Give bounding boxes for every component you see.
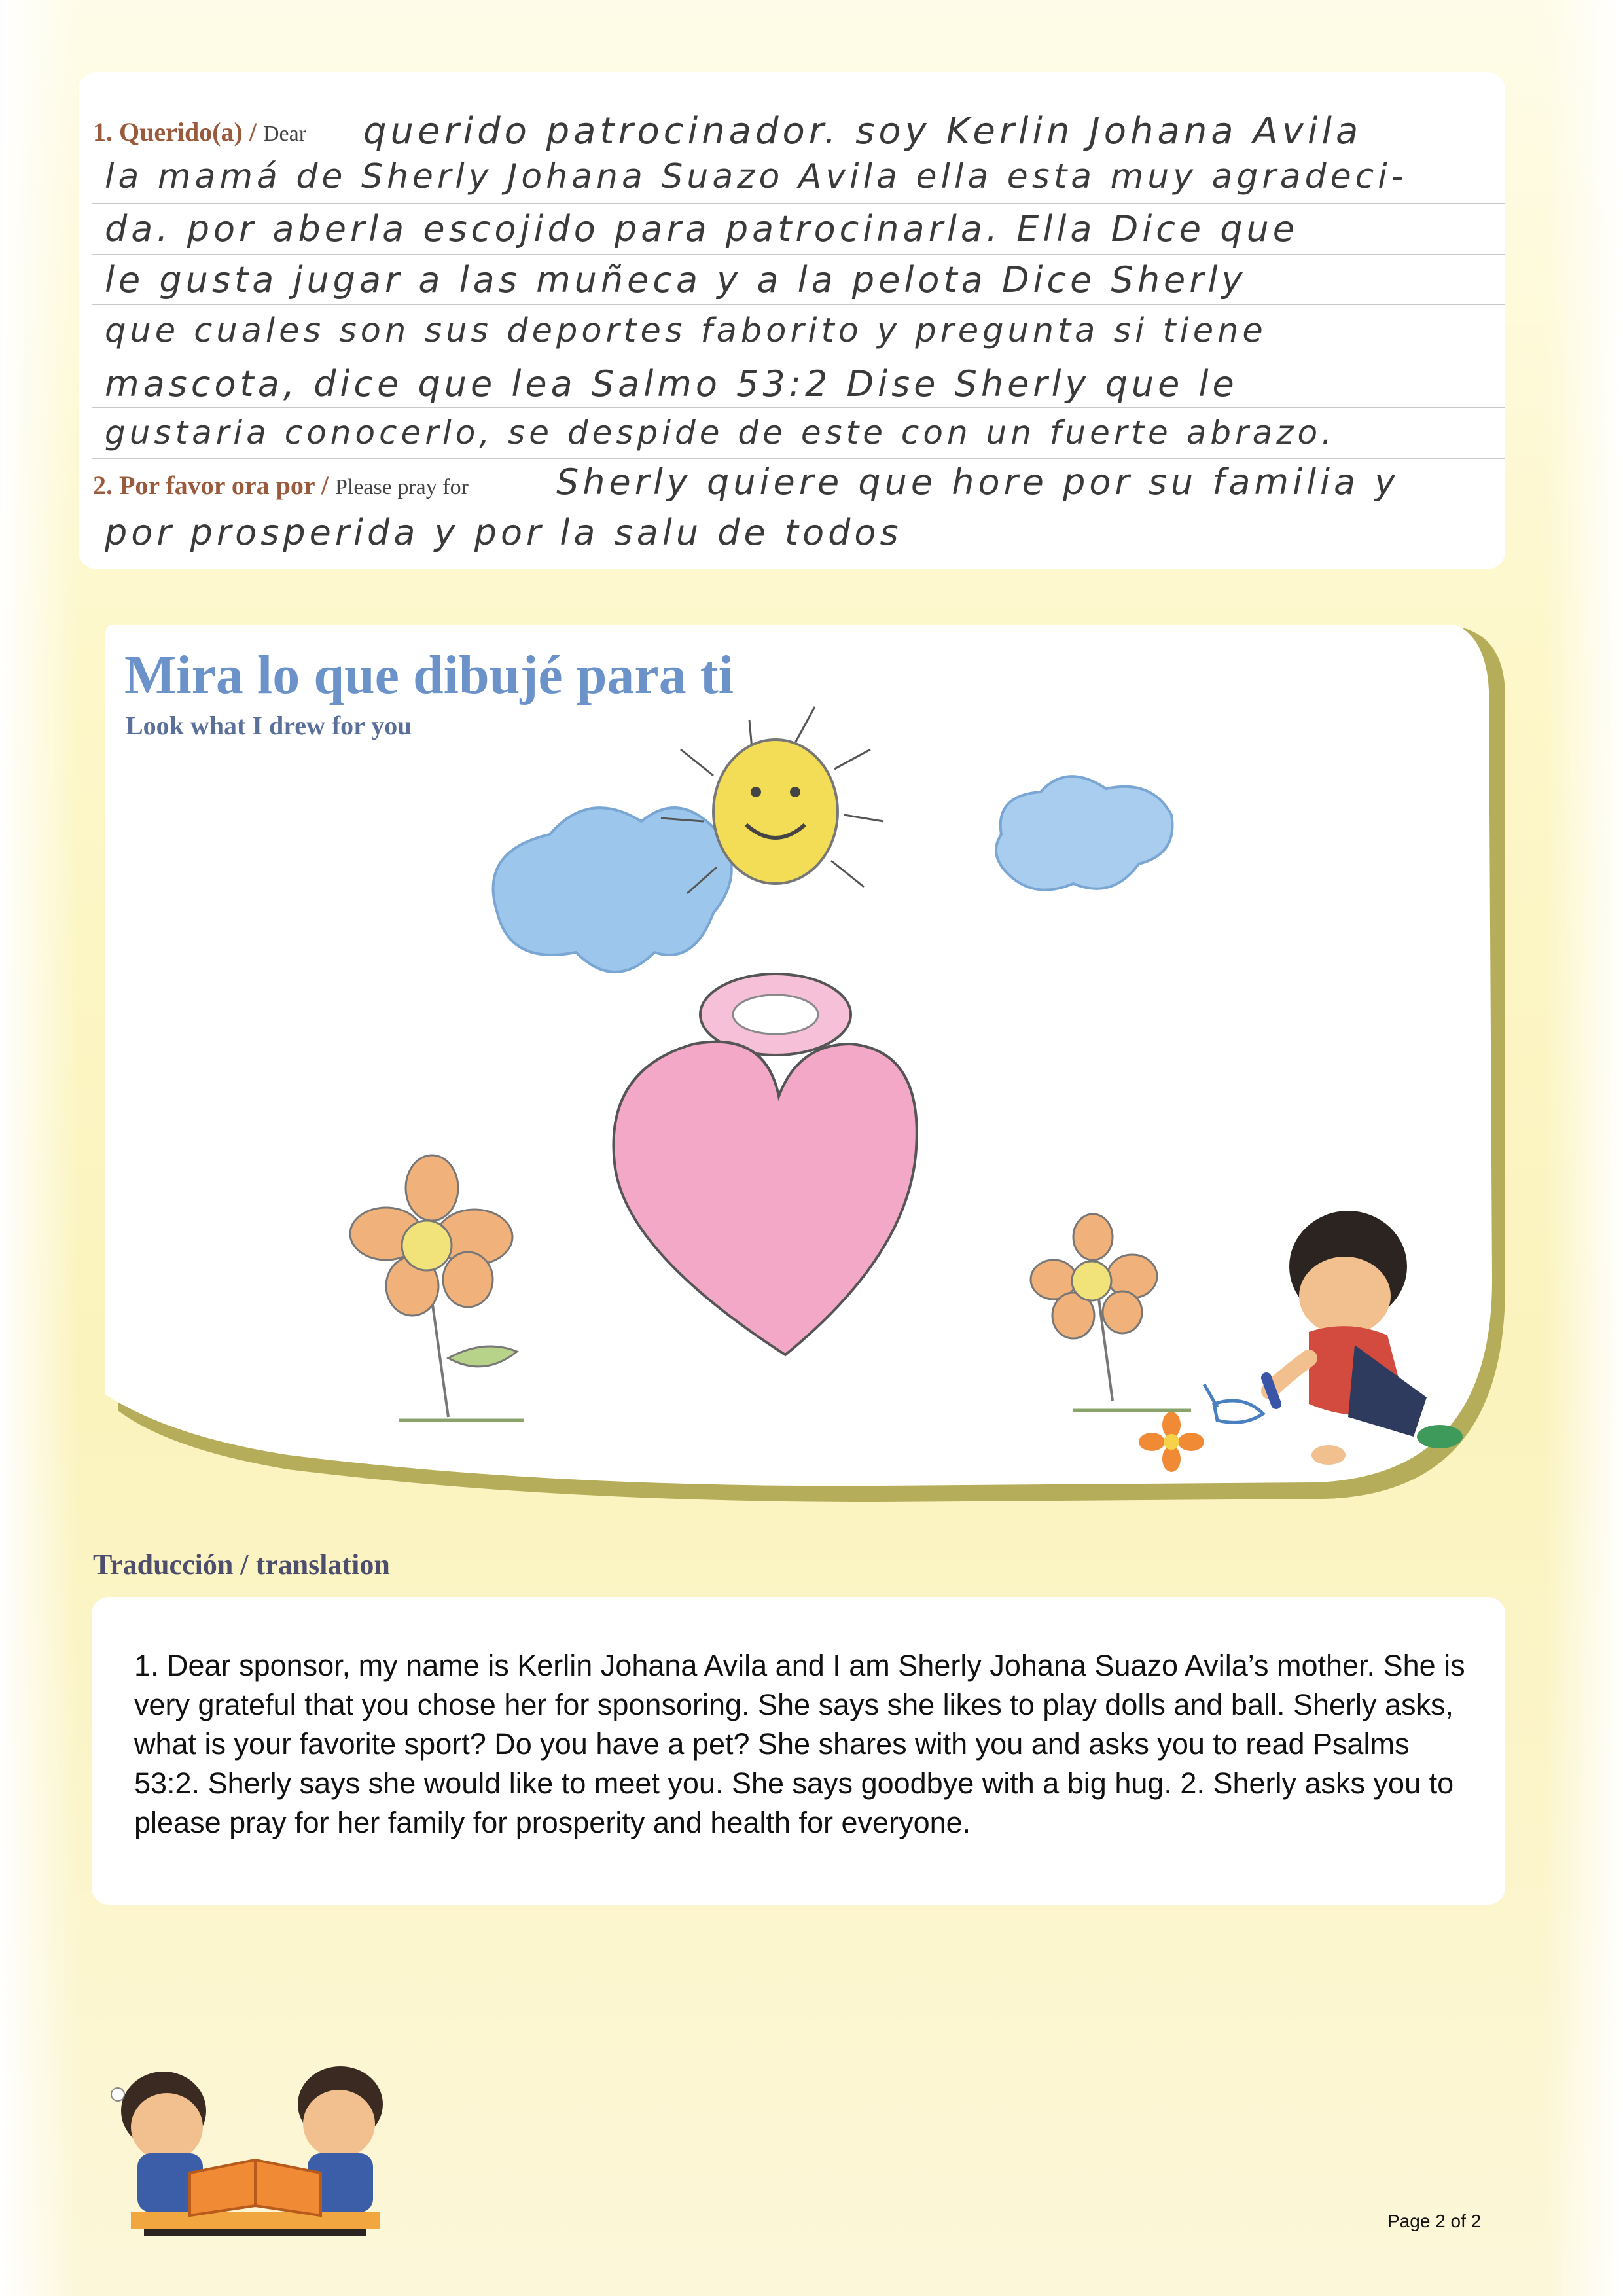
question-1-label-es: 1. Querido(a) / <box>93 117 257 147</box>
question-2-label-es: 2. Por favor ora por / <box>93 471 329 500</box>
handwritten-line-4: le gusta jugar a las muñeca y a la pelota Dice Sherly <box>105 259 1247 300</box>
question-1-label-en: Dear <box>262 122 307 146</box>
handwritten-line-5: que cuales son sus deportes faborito y pregunta si tiene <box>105 312 1267 350</box>
cloud-right-icon <box>996 776 1172 889</box>
heart-icon <box>614 1042 917 1355</box>
translation-box <box>92 1597 1505 1905</box>
cloud-left-icon <box>493 808 732 972</box>
children-reading-illustration <box>92 2049 419 2245</box>
handwritten-prayer-line-2: por prosperida y por la salu de todos <box>105 512 902 553</box>
child-drawing <box>92 625 1505 1509</box>
question-2-label <box>93 470 469 501</box>
ruled-line <box>92 458 1505 459</box>
ruled-line <box>92 254 1505 255</box>
page-margin-left <box>0 0 79 2296</box>
drawing-panel <box>92 625 1505 1509</box>
handwritten-line-1: querido patrocinador. soy Kerlin Johana Avila <box>363 110 1363 152</box>
page-margin-right <box>1544 0 1623 2296</box>
handwritten-line-7: gustaria conocerlo, se despide de este con un fuerte abrazo. <box>105 414 1336 452</box>
ruled-line <box>92 407 1505 408</box>
handwritten-line-3: da. por aberla escojido para patrocinarla. Ella Dice que <box>105 208 1299 249</box>
question-2-label-en: Please pray for <box>334 475 469 499</box>
drawing-title: Mira lo que dibujé para ti <box>124 645 734 706</box>
translation-label: Traducción / translation <box>93 1549 390 1581</box>
translation-text: 1. Dear sponsor, my name is Kerlin Johana Avila and I am Sherly Johana Suazo Avila’s mother. She is very grateful that you chose her for sponsoring. She says she likes to play dolls and ball. Sherly asks, what is your favorite sport? Do you have a pet? She shares with you and asks you to read Psalms 53:2. Sherly says she would like to meet you. She says goodbye with a big hug. 2. Sherly asks you to please pray for her family for prosperity and health for everyone. <box>134 1649 1465 1839</box>
ruled-line <box>92 203 1505 204</box>
handwritten-prayer-line-1: Sherly quiere que hore por su familia y <box>556 461 1400 503</box>
drawing-subtitle: Look what I drew for you <box>126 711 412 740</box>
page-number: Page 2 of 2 <box>1387 2211 1482 2231</box>
flower-left-icon <box>350 1155 524 1420</box>
handwritten-line-2: la mamá de Sherly Johana Suazo Avila ella esta muy agradeci- <box>105 157 1408 196</box>
handwritten-line-6: mascota, dice que lea Salmo 53:2 Dise Sherly que le <box>105 363 1238 404</box>
ruled-line <box>92 304 1505 305</box>
question-1-label <box>93 117 306 147</box>
small-orange-flower-icon <box>1139 1412 1204 1472</box>
kneeling-child-illustration <box>1266 1211 1463 1465</box>
flower-right-icon <box>1031 1214 1191 1410</box>
blue-bird-icon <box>1204 1384 1263 1422</box>
